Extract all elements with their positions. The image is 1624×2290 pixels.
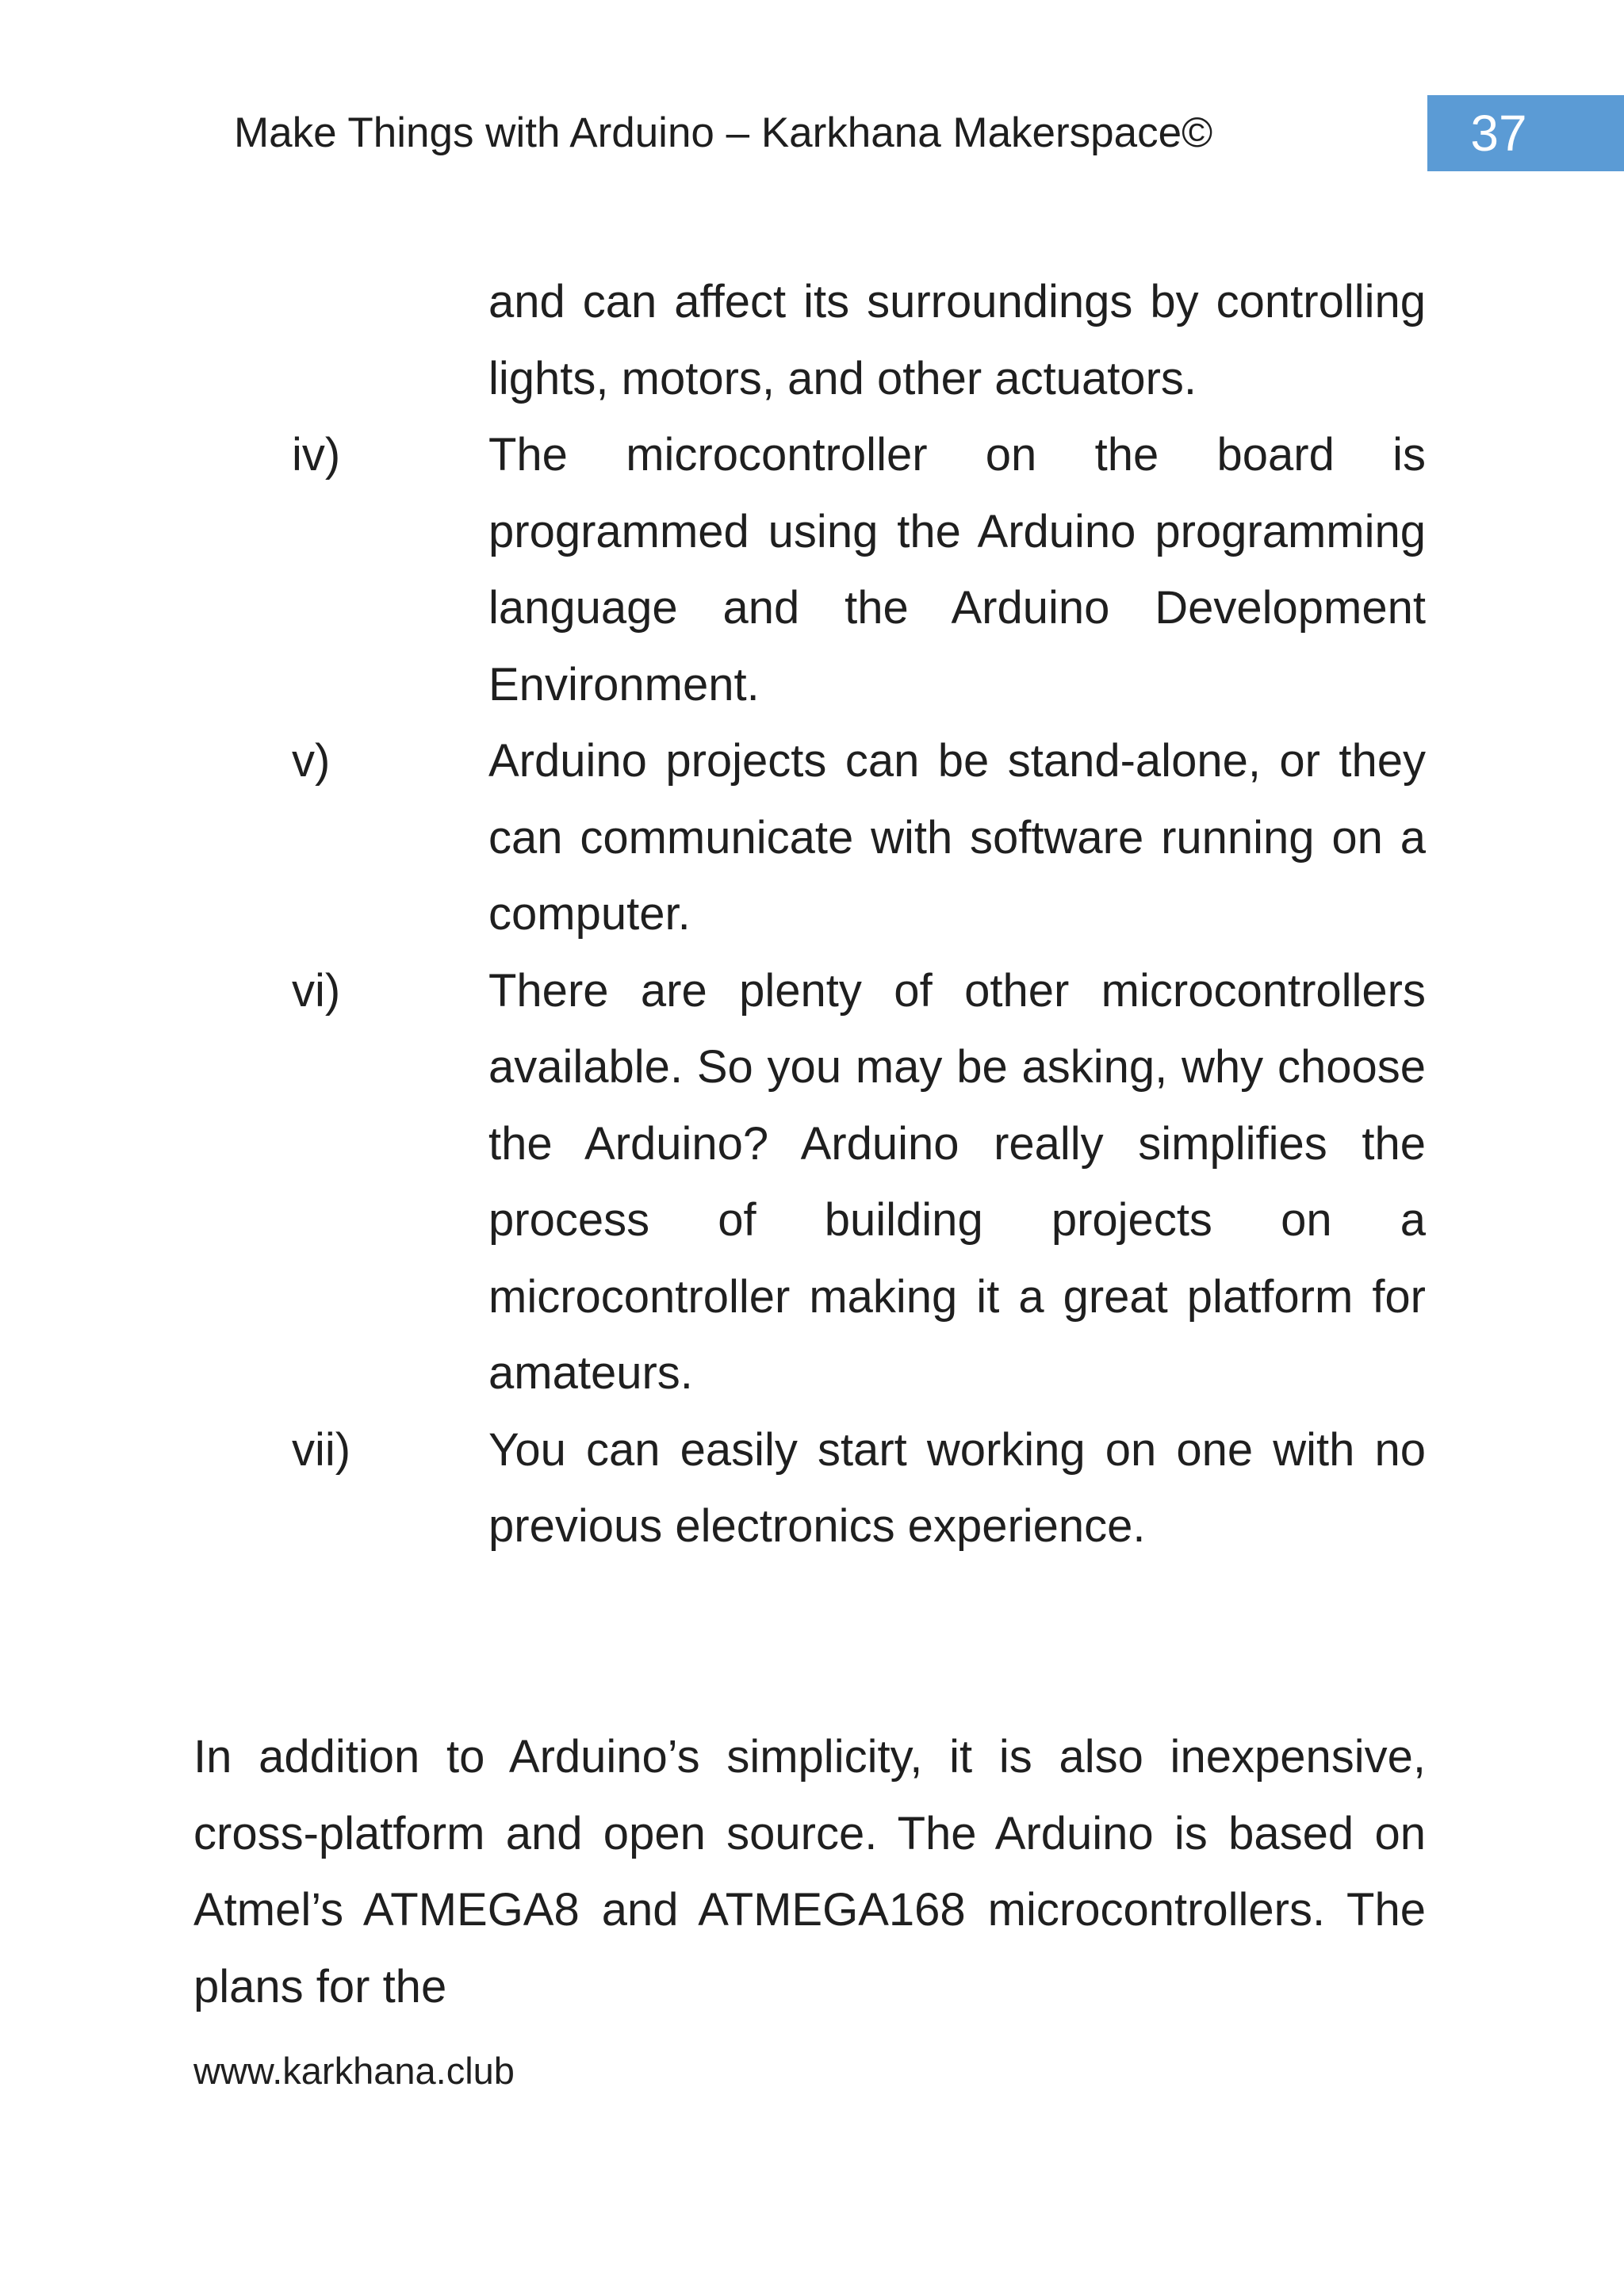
list-item-vi — [0, 953, 1624, 1412]
list-item-continuation — [0, 264, 1624, 417]
numbered-list — [0, 264, 1624, 1565]
footer-website-url: www.karkhana.club — [193, 2050, 515, 2092]
list-item-marker: vi) — [292, 964, 341, 1017]
list-item-text: The microcontroller on the board is programmed using the Arduino programming language and the Arduino Development Environment. — [488, 429, 1426, 710]
page-number: 37 — [1470, 105, 1527, 162]
list-item-marker: vii) — [292, 1423, 351, 1476]
list-item-v — [0, 723, 1624, 953]
list-item-vii — [0, 1412, 1624, 1565]
list-item-text: Arduino projects can be stand-alone, or they can communicate with software running on a computer. — [488, 735, 1426, 940]
running-header-title: Make Things with Arduino – Karkhana Makerspace© — [234, 109, 1213, 156]
list-item-marker: v) — [292, 735, 331, 787]
list-item-text: There are plenty of other microcontrollers available. So you may be asking, why choose the Arduino? Arduino really simplifies the process of building projects on a microcontroller making it a great platform for amateurs. — [488, 964, 1426, 1399]
list-item-marker: iv) — [292, 429, 341, 481]
list-item-iv — [0, 417, 1624, 723]
page-number-badge — [1427, 95, 1624, 171]
list-item-text: You can easily start working on one with no previous electronics experience. — [488, 1423, 1426, 1552]
body-paragraph: In addition to Arduino’s simplicity, it is also inexpensive, cross-platform and open source. The Arduino is based on Atmel’s ATMEGA8 and ATMEGA168 microcontrollers. The plans for the — [193, 1731, 1426, 2012]
list-item-text: and can affect its surroundings by controlling lights, motors, and other actuators. — [488, 276, 1426, 404]
